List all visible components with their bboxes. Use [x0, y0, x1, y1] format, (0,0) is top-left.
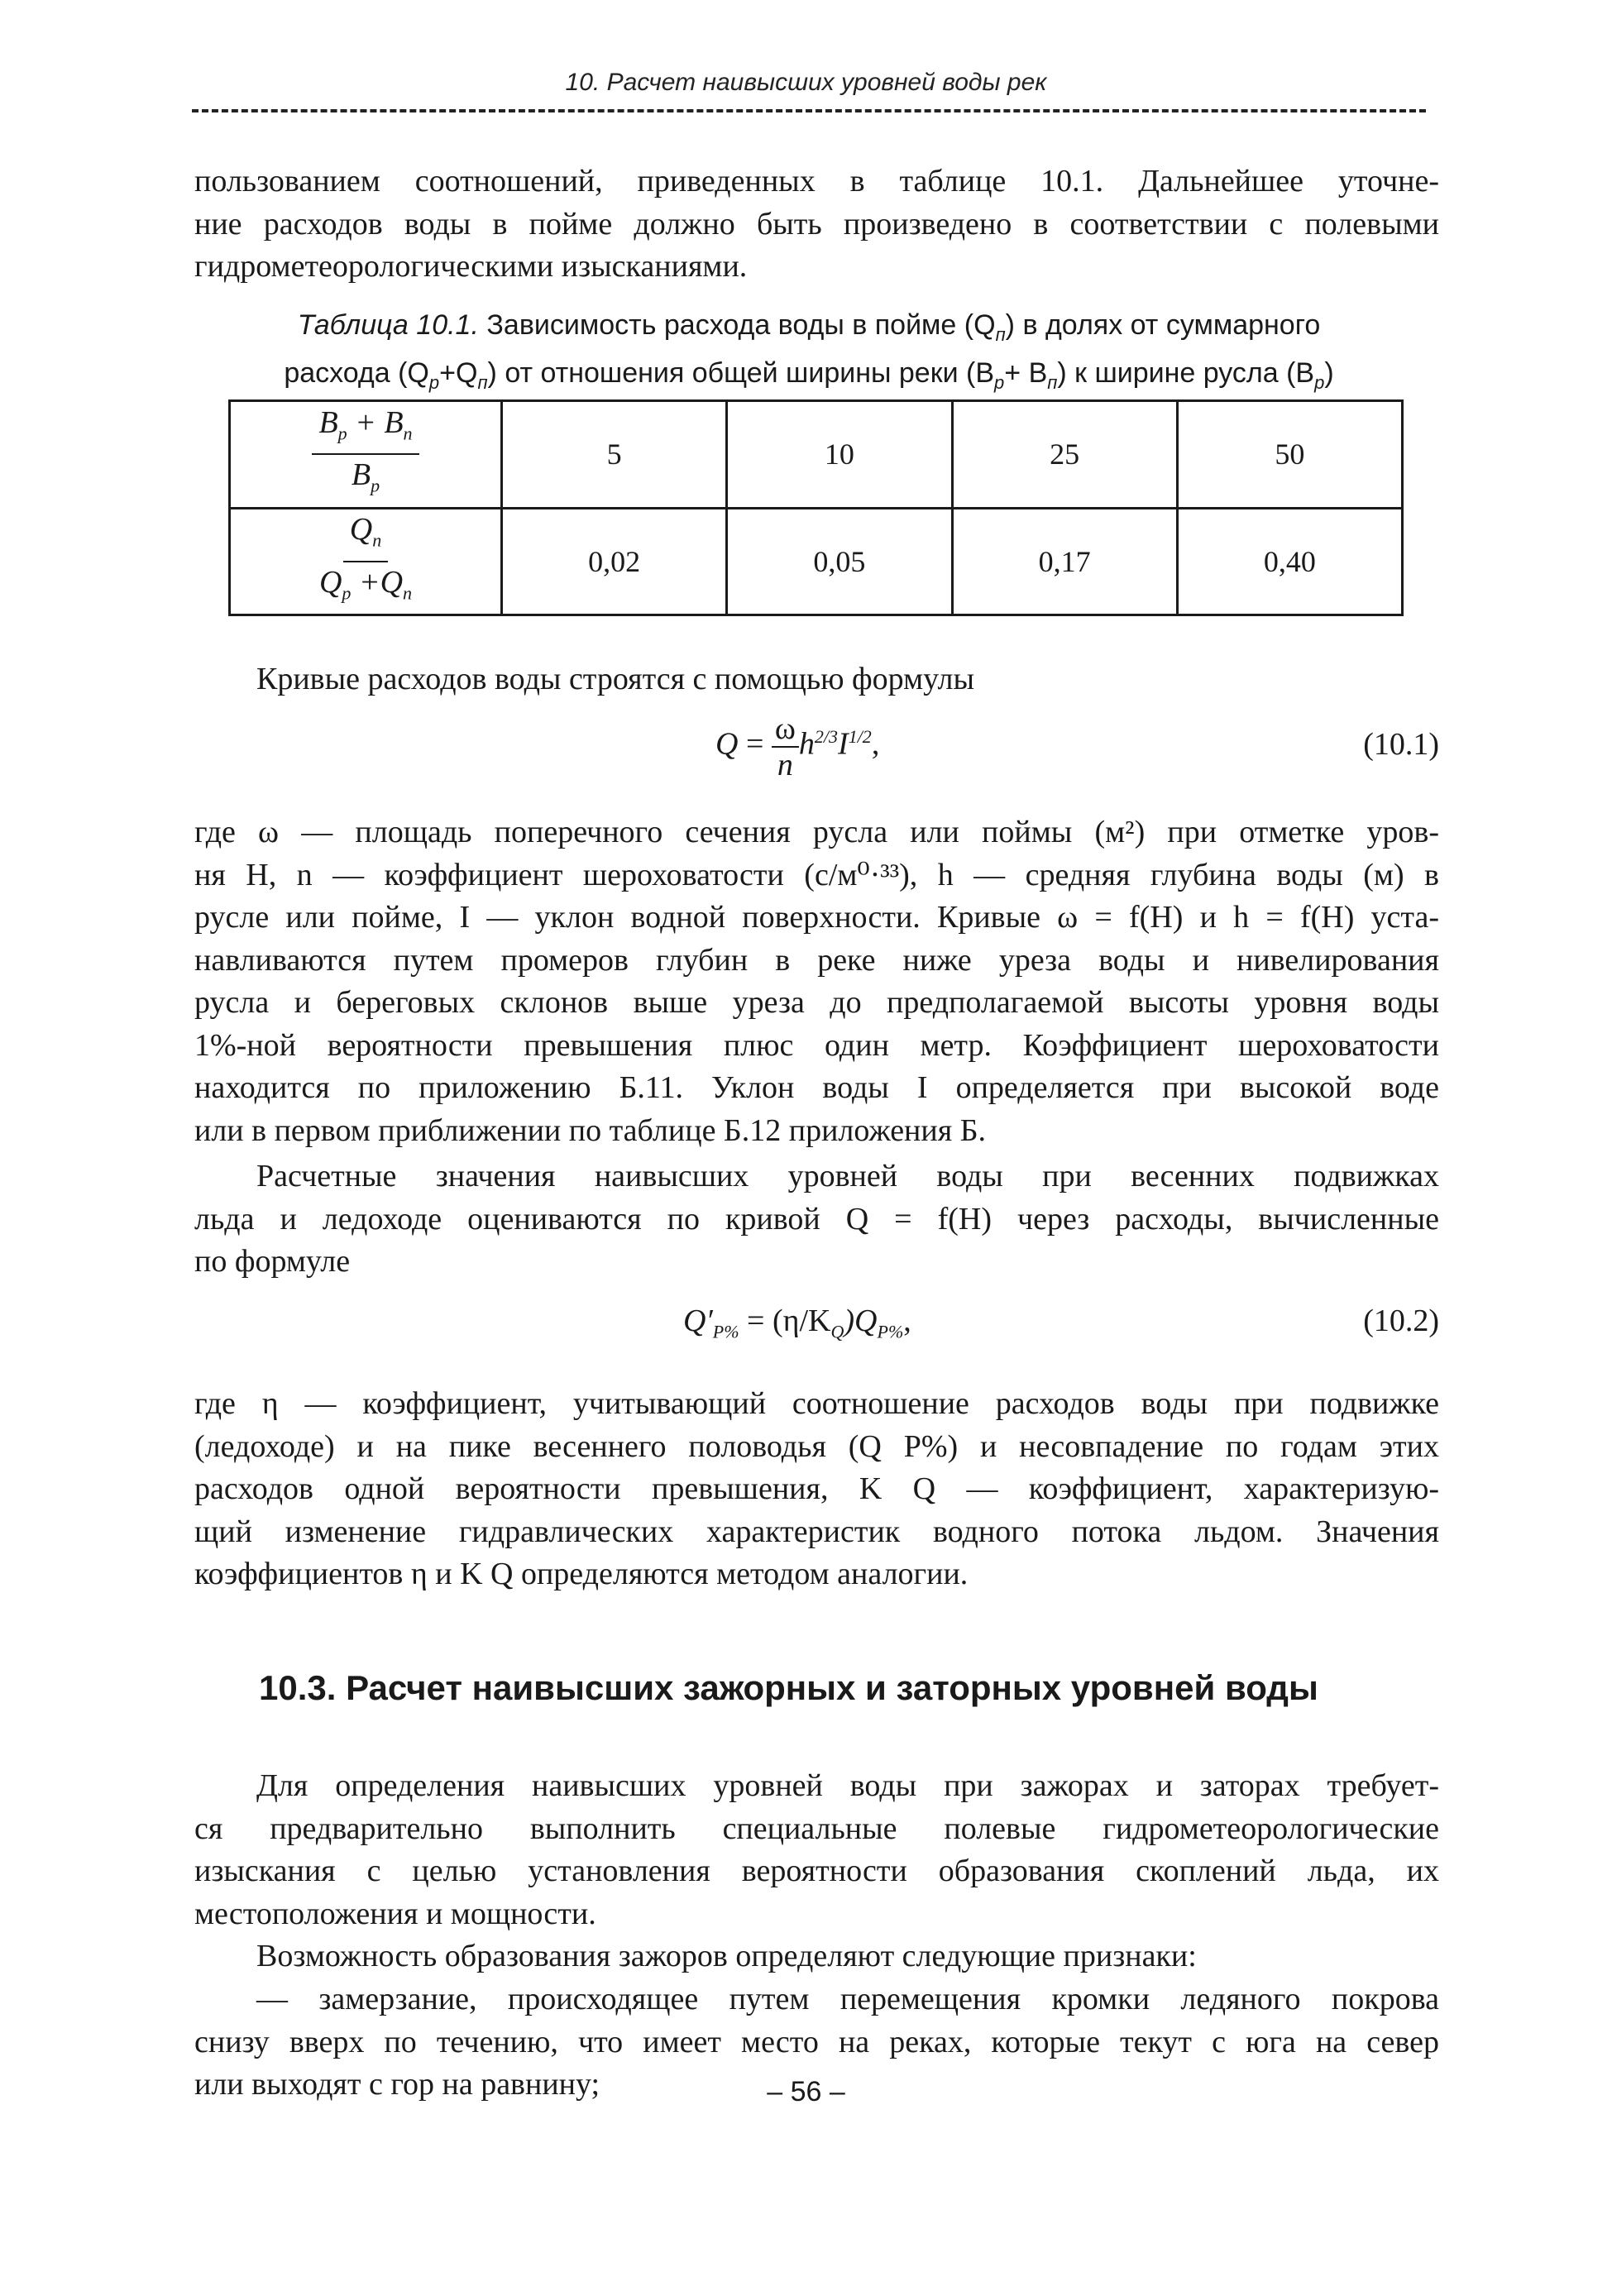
caption-line-1: Таблица 10.1. Зависимость расхода воды в пойме $(Q_п)$ в долях от суммарного — [297, 309, 1321, 345]
curves-intro: Кривые расходов воды строятся с помощью формулы — [256, 662, 974, 696]
formula-10-2: $Q'_{P\%} = (\eta/K_Q)Q_{P\%}$, — [683, 1303, 911, 1342]
header-divider — [192, 109, 1426, 112]
dependency-table — [228, 399, 1404, 616]
table-cell: 0,02 — [502, 508, 727, 615]
section-heading-10-3: 10.3. Расчет наивысших зажорных и заторных уровней воды — [259, 1668, 1318, 1707]
table-cell: 0,40 — [1177, 508, 1402, 615]
section-paragraph-1: Для определения наивысших уровней воды при зажорах и заторах требует- ся предварительно выполнить специальные полевые гидрометеорологические изыскания с целью установления вероятности образования скоплений льда, их местоположения и мощности. — [194, 1768, 1439, 1931]
table-cell: 25 — [952, 401, 1177, 509]
equation-number-10-2: (10.2) — [1363, 1303, 1439, 1338]
equation-number-10-1: (10.1) — [1363, 727, 1439, 762]
running-header: 10. Расчет наивысших уровней воды рек — [565, 69, 1047, 96]
ice-paragraph: Расчетные значения наивысших уровней воды при весенних подвижках льда и ледоходе оцениваются по кривой Q = f(H) через расходы, вычисленные по формуле — [194, 1159, 1439, 1279]
caption-line-2: расхода $(Q_р+Q_п)$ от отношения общей ширины реки $(B_р+ B_п)$ к ширине русла $(B_р)$ — [284, 356, 1334, 393]
formula-10-1: Q = $\frac{\omega}{n}$ $h^{2/3}I^{1/2}$, — [715, 711, 880, 782]
table-cell: 10 — [727, 401, 952, 509]
table-cell: 50 — [1177, 401, 1402, 509]
explanation-paragraph: где ω — площадь поперечного сечения русла или поймы (м²) при отметке уров- ня H, n — коэффициент шероховатости (с/м⁰·³³), h — средняя глубина воды (м) в русле или пойме, I — уклон водной поверхности. Кривые ω = f(H) и h = f(H) уста- навливаются путем промеров глубин в реке ниже уреза воды и нивелирования русла и береговых склонов выше уреза до предполагаемой высоты уровня воды 1%-ной вероятности превышения плюс один метр. Коэффициент шероховатости находится по приложению Б.11. Уклон воды I определяется при высокой воде или в первом приближении по таблице Б.12 приложения Б. — [194, 815, 1439, 1148]
intro-line-3: гидрометеорологическими изысканиями. — [194, 249, 748, 284]
table-cell: 5 — [502, 401, 727, 509]
table-cell: 0,05 — [727, 508, 952, 615]
page-number: – 56 – — [767, 2076, 845, 2107]
intro-paragraph — [194, 160, 1439, 289]
intro-line-1: пользованием соотношений, приведенных в таблице 10.1. Дальнейшее уточне- — [194, 164, 1439, 199]
eta-paragraph: где η — коэффициент, учитывающий соотношение расходов воды при подвижке (ледоходе) и на пике весеннего половодья (Q P%) и несовпадение по годам этих расходов одной вероятности превышения, K Q — коэффициент, характеризую- щий изменение гидравлических характеристик водного потока льдом. Значения коэффициентов η и K Q определяются методом аналогии. — [194, 1386, 1439, 1591]
intro-line-2: ние расходов воды в пойме должно быть произведено в соответствии с полевыми — [194, 206, 1439, 242]
width-ratio-fraction: $\frac{B_р + B_п}{B_р}$ — [312, 404, 419, 505]
row-header-discharge-share — [230, 508, 502, 615]
discharge-share-fraction: $\frac{Q_п}{Q_р +Q_п}$ — [318, 512, 413, 604]
table-row-width-ratio — [230, 401, 1403, 509]
row-header-width-ratio — [230, 401, 502, 509]
table-row-discharge-share — [230, 508, 1403, 615]
section-paragraph-3: — замерзание, происходящее путем перемещения кромки ледяного покрова снизу вверх по течению, что имеет место на реках, которые текут с юга на север или выходят с гор на равнину; — [194, 1982, 1439, 2102]
caption-label: Таблица 10.1. — [297, 309, 479, 341]
table-cell: 0,17 — [952, 508, 1177, 615]
table-caption — [192, 306, 1426, 402]
section-paragraph-2: Возможность образования зажоров определяют следующие признаки: — [256, 1939, 1197, 1973]
